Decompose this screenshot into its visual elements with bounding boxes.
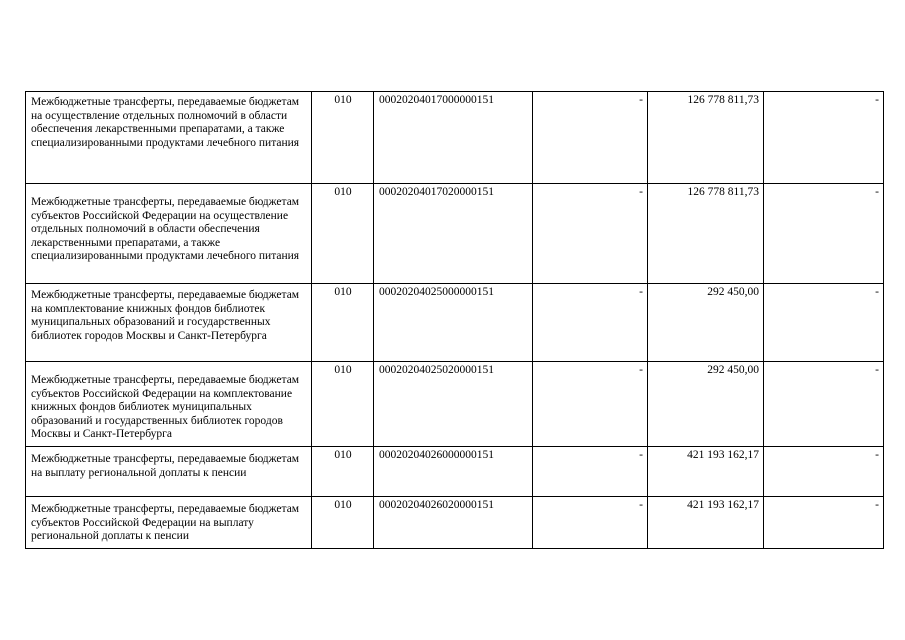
row-amount-cell: 126 778 811,73: [648, 184, 764, 284]
row-kbk-cell: 00020204025020000151: [374, 362, 533, 447]
table-row: [26, 284, 884, 362]
row-kbk-cell: 00020204025000000151: [374, 284, 533, 362]
row-col4-cell: -: [533, 497, 648, 549]
row-col6-cell: -: [764, 92, 884, 184]
row-amount-cell: 292 450,00: [648, 362, 764, 447]
table-row: [26, 184, 884, 284]
table-row: [26, 362, 884, 447]
row-name-cell: Межбюджетные трансферты, передаваемые бюджетам на осуществление отдельных полномочий в области обеспечения лекарственными препаратами, а также специализированными продуктами лечебного питания: [26, 92, 312, 184]
table-row: [26, 497, 884, 549]
row-amount-cell: 421 193 162,17: [648, 497, 764, 549]
row-col4-cell: -: [533, 184, 648, 284]
row-code-cell: 010: [312, 497, 374, 549]
row-col6-cell: -: [764, 362, 884, 447]
row-name-cell: Межбюджетные трансферты, передаваемые бюджетам субъектов Российской Федерации на комплектование книжных фондов библиотек муниципальных образований и государственных библиотек городов Москвы и Санкт-Петербурга: [26, 362, 312, 447]
row-code-cell: 010: [312, 447, 374, 497]
table-row: [26, 92, 884, 184]
row-kbk-cell: 00020204017020000151: [374, 184, 533, 284]
row-col6-cell: -: [764, 284, 884, 362]
row-name-cell: Межбюджетные трансферты, передаваемые бюджетам на комплектование книжных фондов библиотек муниципальных образований и государственных библиотек городов Москвы и Санкт-Петербурга: [26, 284, 312, 362]
row-amount-cell: 126 778 811,73: [648, 92, 764, 184]
row-col4-cell: -: [533, 362, 648, 447]
row-name-cell: Межбюджетные трансферты, передаваемые бюджетам субъектов Российской Федерации на выплату региональной доплаты к пенсии: [26, 497, 312, 549]
budget-table-body: [26, 92, 884, 549]
row-col4-cell: -: [533, 284, 648, 362]
row-kbk-cell: 00020204026000000151: [374, 447, 533, 497]
budget-table: [25, 91, 884, 549]
row-amount-cell: 421 193 162,17: [648, 447, 764, 497]
row-kbk-cell: 00020204017000000151: [374, 92, 533, 184]
row-kbk-cell: 00020204026020000151: [374, 497, 533, 549]
row-code-cell: 010: [312, 184, 374, 284]
row-amount-cell: 292 450,00: [648, 284, 764, 362]
row-col6-cell: -: [764, 447, 884, 497]
row-col4-cell: -: [533, 447, 648, 497]
row-name-cell: Межбюджетные трансферты, передаваемые бюджетам субъектов Российской Федерации на осуществление отдельных полномочий в области обеспечения лекарственными препаратами, а также специализированными продуктами лечебного питания: [26, 184, 312, 284]
row-col6-cell: -: [764, 184, 884, 284]
row-name-cell: Межбюджетные трансферты, передаваемые бюджетам на выплату региональной доплаты к пенсии: [26, 447, 312, 497]
row-col6-cell: -: [764, 497, 884, 549]
row-code-cell: 010: [312, 284, 374, 362]
row-col4-cell: -: [533, 92, 648, 184]
row-code-cell: 010: [312, 92, 374, 184]
table-row: [26, 447, 884, 497]
row-code-cell: 010: [312, 362, 374, 447]
